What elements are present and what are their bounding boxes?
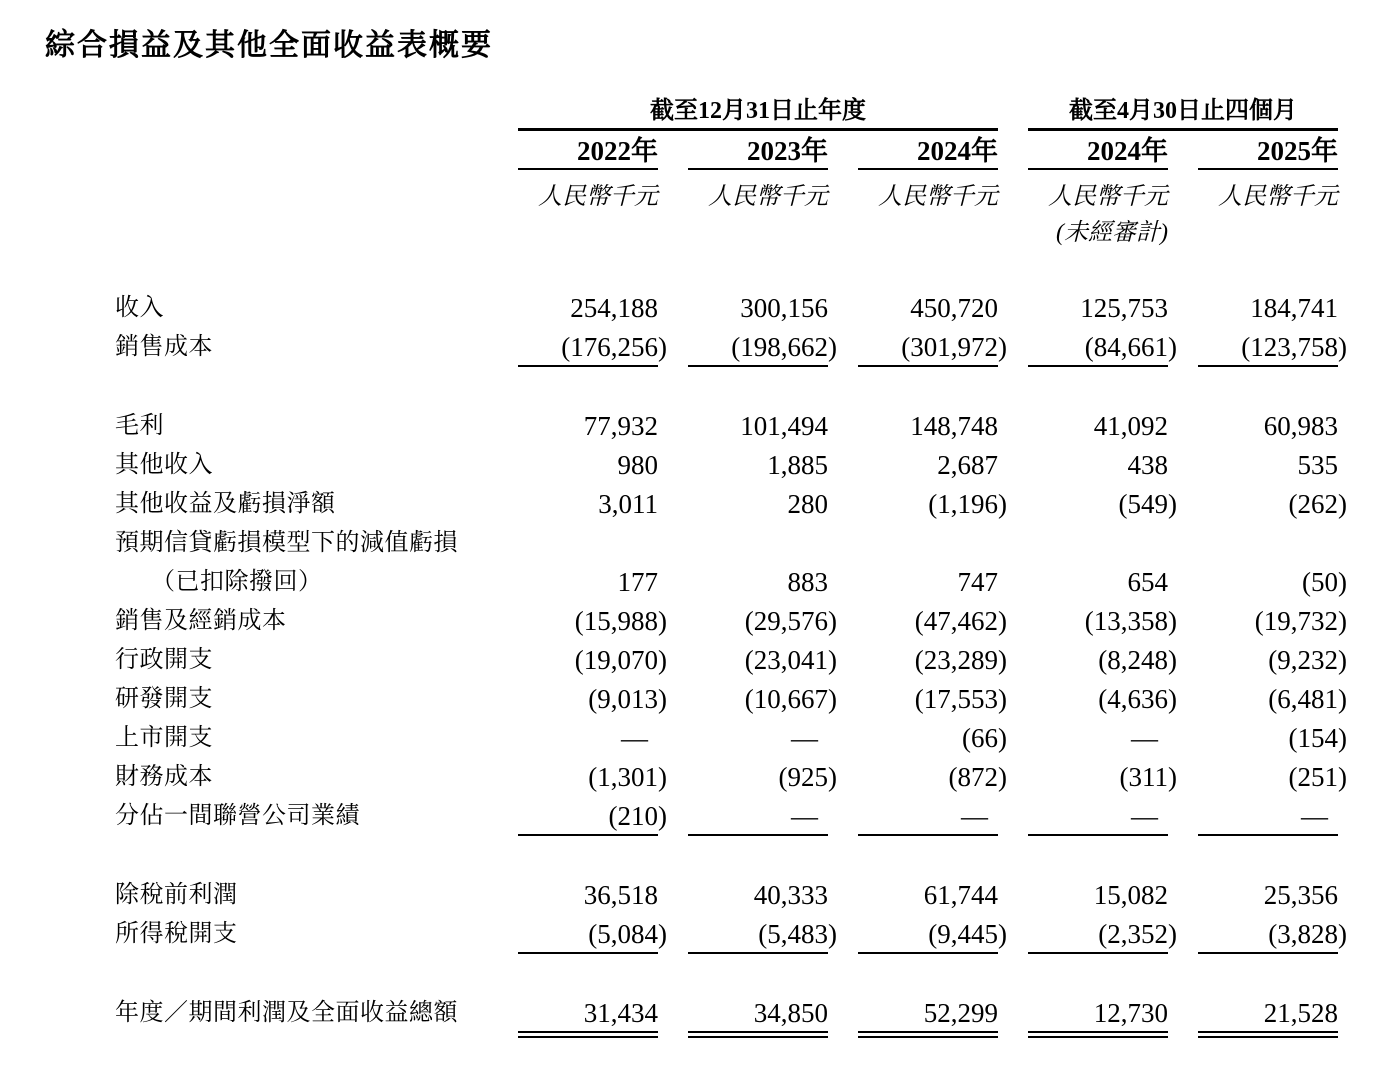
cell-value <box>858 719 1007 758</box>
value-text: 654 <box>1127 567 1168 597</box>
cell-value <box>518 602 667 641</box>
cell-value <box>688 994 828 1033</box>
column-note <box>858 212 998 248</box>
cell-value <box>518 915 667 954</box>
cell-value <box>858 876 998 915</box>
value-text: 148,748 <box>910 411 998 441</box>
value-text: (210) <box>608 801 667 831</box>
value-text: 41,092 <box>1093 411 1168 441</box>
cell-value <box>1198 797 1338 836</box>
currency-unit-row <box>115 170 1338 212</box>
value-text: 280 <box>787 489 828 519</box>
cell-value <box>858 915 1007 954</box>
value-text: (47,462) <box>914 606 1007 636</box>
row-label: 上市開支 <box>115 725 213 751</box>
cell-value <box>688 915 837 954</box>
cell-value <box>1198 407 1338 446</box>
value-text: (50) <box>1302 567 1347 597</box>
value-text: 12,730 <box>1093 998 1168 1028</box>
cell-value <box>1198 994 1338 1033</box>
cell-value <box>1198 915 1347 954</box>
value-text: 77,932 <box>583 411 658 441</box>
unaudited-note: (未經審計) <box>1056 220 1168 246</box>
cell-value <box>1198 876 1338 915</box>
value-text: — <box>791 723 818 753</box>
cell-value <box>518 289 658 328</box>
value-text: 52,299 <box>923 998 998 1028</box>
value-text: 747 <box>957 567 998 597</box>
cell-value <box>518 797 667 836</box>
value-text: (84,661) <box>1084 332 1177 362</box>
value-text: (23,041) <box>744 645 837 675</box>
column-note <box>518 212 658 248</box>
year-header-2024-interim: 2024年 <box>1028 137 1168 170</box>
value-text: 25,356 <box>1263 880 1338 910</box>
cell-value <box>858 797 998 836</box>
value-text: (176,256) <box>561 332 667 362</box>
column-group-year-ended-dec31: 截至12月31日止年度 <box>518 96 998 131</box>
value-text: (15,988) <box>574 606 667 636</box>
cell-value <box>688 680 837 719</box>
value-text: 535 <box>1297 450 1338 480</box>
cell-value <box>688 446 828 485</box>
value-text: 36,518 <box>583 880 658 910</box>
value-text: — <box>1301 801 1328 831</box>
cell-value <box>1028 641 1177 680</box>
table-row <box>115 680 1347 719</box>
cell-value <box>1028 680 1177 719</box>
cell-value <box>1028 485 1177 524</box>
year-header-2024: 2024年 <box>858 137 998 170</box>
cell-value <box>1198 719 1347 758</box>
column-group-four-months-apr30: 截至4月30日止四個月 <box>1028 96 1338 131</box>
value-text: 1,885 <box>767 450 828 480</box>
value-text: 3,011 <box>598 489 658 519</box>
value-text: (13,358) <box>1084 606 1177 636</box>
row-label: （已扣除撥回） <box>151 569 323 595</box>
table-row <box>115 719 1347 758</box>
value-text: (66) <box>962 723 1007 753</box>
value-text: 101,494 <box>740 411 828 441</box>
cell-value <box>518 719 658 758</box>
value-text: 438 <box>1127 450 1168 480</box>
cell-value <box>518 446 658 485</box>
table-row <box>115 485 1347 524</box>
cell-value <box>518 328 667 367</box>
table-row <box>115 289 1338 328</box>
cell-value <box>688 328 837 367</box>
row-label: 其他收入 <box>115 452 213 478</box>
row-label: 銷售及經銷成本 <box>115 608 287 634</box>
table-body <box>115 289 1347 1033</box>
cell-value <box>858 289 998 328</box>
cell-value <box>688 407 828 446</box>
cell-value <box>688 289 828 328</box>
value-text: (5,084) <box>588 919 667 949</box>
value-text: 40,333 <box>753 880 828 910</box>
cell-value <box>688 876 828 915</box>
table-row <box>115 915 1347 954</box>
cell-value <box>1028 563 1168 602</box>
value-text: 883 <box>787 567 828 597</box>
table-row <box>115 446 1338 485</box>
table-row <box>115 994 1338 1033</box>
value-text: (262) <box>1288 489 1347 519</box>
value-text: — <box>1131 723 1158 753</box>
cell-value <box>1028 915 1177 954</box>
row-label: 所得稅開支 <box>115 921 238 947</box>
cell-value <box>1198 680 1347 719</box>
value-text: (198,662) <box>731 332 837 362</box>
value-text: (872) <box>948 762 1007 792</box>
row-label: 預期信貸虧損模型下的減值虧損 <box>115 530 458 556</box>
value-text: 61,744 <box>923 880 998 910</box>
value-text: 254,188 <box>570 293 658 323</box>
row-label: 收入 <box>115 295 164 321</box>
row-label: 年度／期間利潤及全面收益總額 <box>115 1000 458 1026</box>
value-text: 980 <box>617 450 658 480</box>
cell-value <box>858 641 1007 680</box>
value-text: 184,741 <box>1250 293 1338 323</box>
value-text: 125,753 <box>1080 293 1168 323</box>
row-label: 分佔一間聯營公司業績 <box>115 803 360 829</box>
cell-value <box>518 407 658 446</box>
cell-value <box>1198 328 1347 367</box>
cell-value <box>1198 602 1347 641</box>
cell-value <box>1198 563 1347 602</box>
cell-value <box>858 602 1007 641</box>
value-text: 31,434 <box>583 998 658 1028</box>
value-text: (1,301) <box>588 762 667 792</box>
value-text: — <box>1131 801 1158 831</box>
cell-value <box>1028 719 1168 758</box>
cell-value <box>688 485 828 524</box>
value-text: (8,248) <box>1098 645 1177 675</box>
spacer-row <box>115 954 1338 994</box>
value-text: (311) <box>1119 762 1177 792</box>
cell-value <box>518 994 658 1033</box>
value-text: (29,576) <box>744 606 837 636</box>
row-label: 研發開支 <box>115 686 213 712</box>
row-label: 除稅前利潤 <box>115 882 238 908</box>
cell-value <box>688 602 837 641</box>
cell-value <box>1198 758 1347 797</box>
cell-value <box>1198 485 1347 524</box>
page-title: 綜合損益及其他全面收益表概要 <box>45 29 493 62</box>
cell-value <box>518 876 658 915</box>
cell-value <box>1198 446 1338 485</box>
unaudited-note-row <box>115 212 1338 248</box>
table-row <box>115 524 1338 563</box>
value-text: 15,082 <box>1093 880 1168 910</box>
value-text: (3,828) <box>1268 919 1347 949</box>
value-text: 177 <box>617 567 658 597</box>
cell-value <box>1028 876 1168 915</box>
cell-value <box>1198 289 1338 328</box>
table-row <box>115 602 1347 641</box>
spacer-row <box>115 367 1338 407</box>
value-text: (2,352) <box>1098 919 1177 949</box>
cell-value <box>1028 446 1168 485</box>
value-text: (19,732) <box>1254 606 1347 636</box>
cell-value <box>1028 289 1168 328</box>
table-row <box>115 758 1347 797</box>
value-text: (23,289) <box>914 645 1007 675</box>
unit-label: 人民幣千元 <box>878 184 998 210</box>
value-text: 34,850 <box>753 998 828 1028</box>
table-row <box>115 407 1338 446</box>
cell-value <box>858 485 1007 524</box>
cell-value <box>858 680 1007 719</box>
spacer-row <box>115 836 1338 876</box>
row-label: 毛利 <box>115 413 164 439</box>
value-text: (4,636) <box>1098 684 1177 714</box>
cell-value <box>1028 602 1177 641</box>
cell-value <box>688 758 837 797</box>
value-text: — <box>621 723 648 753</box>
cell-value <box>858 563 998 602</box>
table-row <box>115 563 1347 602</box>
value-text: (9,232) <box>1268 645 1347 675</box>
table-row <box>115 797 1338 836</box>
value-text: 2,687 <box>937 450 998 480</box>
cell-value <box>1028 407 1168 446</box>
column-note <box>688 212 828 248</box>
cell-value <box>1198 641 1347 680</box>
year-header-2023: 2023年 <box>688 137 828 170</box>
row-label: 其他收益及虧損淨額 <box>115 491 336 517</box>
value-text: (17,553) <box>914 684 1007 714</box>
value-text: (925) <box>778 762 837 792</box>
table-row <box>115 641 1347 680</box>
year-header-row <box>115 137 1338 170</box>
column-group-header-row <box>115 96 1338 131</box>
cell-value <box>518 563 658 602</box>
value-text: (9,013) <box>588 684 667 714</box>
cell-value <box>858 758 1007 797</box>
value-text: (10,667) <box>744 684 837 714</box>
value-text: (301,972) <box>901 332 1007 362</box>
value-text: 21,528 <box>1263 998 1338 1028</box>
cell-value <box>518 680 667 719</box>
table-row <box>115 328 1347 367</box>
year-header-2022: 2022年 <box>518 137 658 170</box>
value-text: (154) <box>1288 723 1347 753</box>
value-text: (549) <box>1118 489 1177 519</box>
column-note <box>1198 212 1338 248</box>
value-text: (6,481) <box>1268 684 1347 714</box>
cell-value <box>688 719 828 758</box>
row-label: 財務成本 <box>115 764 213 790</box>
value-text: — <box>791 801 818 831</box>
cell-value <box>858 328 1007 367</box>
unit-label: 人民幣千元 <box>1218 184 1338 210</box>
income-statement-table <box>115 96 1347 1033</box>
cell-value <box>858 407 998 446</box>
value-text: (5,483) <box>758 919 837 949</box>
value-text: 450,720 <box>910 293 998 323</box>
table-row <box>115 876 1338 915</box>
cell-value <box>518 485 658 524</box>
cell-value <box>518 641 667 680</box>
value-text: 60,983 <box>1263 411 1338 441</box>
value-text: (9,445) <box>928 919 1007 949</box>
value-text: (251) <box>1288 762 1347 792</box>
cell-value <box>1028 328 1177 367</box>
value-text: (19,070) <box>574 645 667 675</box>
cell-value <box>1028 994 1168 1033</box>
unit-label: 人民幣千元 <box>1048 184 1168 210</box>
cell-value <box>688 797 828 836</box>
value-text: 300,156 <box>740 293 828 323</box>
row-label: 銷售成本 <box>115 334 213 360</box>
value-text: (1,196) <box>928 489 1007 519</box>
value-text: (123,758) <box>1241 332 1347 362</box>
cell-value <box>858 994 998 1033</box>
unit-label: 人民幣千元 <box>708 184 828 210</box>
cell-value <box>688 563 828 602</box>
cell-value <box>858 446 998 485</box>
row-label: 行政開支 <box>115 647 213 673</box>
value-text: — <box>961 801 988 831</box>
cell-value <box>518 758 667 797</box>
cell-value <box>1028 797 1168 836</box>
cell-value <box>1028 758 1177 797</box>
cell-value <box>688 641 837 680</box>
unit-label: 人民幣千元 <box>538 184 658 210</box>
year-header-2025-interim: 2025年 <box>1198 137 1338 170</box>
